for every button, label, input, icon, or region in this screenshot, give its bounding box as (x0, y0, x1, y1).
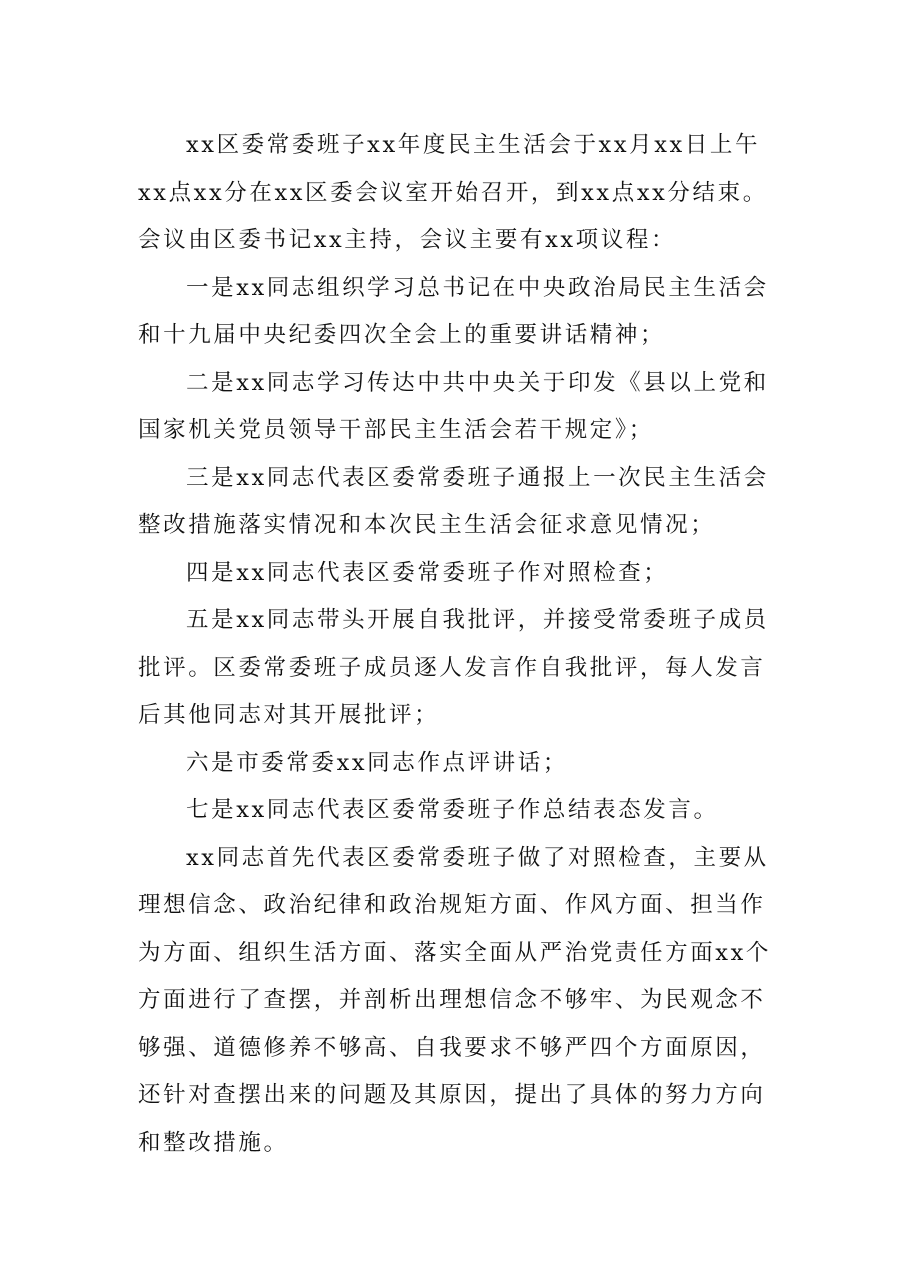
text-line: 为方面、组织生活方面、落实全面从严治党责任方面xx个 (138, 939, 771, 966)
text-line: 和整改措施。 (138, 1129, 289, 1156)
text-line: 三是xx同志代表区委常委班子通报上一次民主生活会 (186, 464, 769, 491)
text-line: 方面进行了查摆，并剖析出理想信念不够牢、为民观念不 (138, 987, 766, 1013)
text-line: 够强、道德修养不够高、自我要求不够严四个方面原因， (138, 1034, 766, 1061)
text-line: 四是xx同志代表区委常委班子作对照检查； (186, 559, 669, 586)
text-line: 批评。区委常委班子成员逐人发言作自我批评，每人发言 (138, 654, 766, 681)
text-line: 一是xx同志组织学习总书记在中央政治局民主生活会 (186, 274, 769, 301)
text-line: 二是xx同志学习传达中共中央关于印发《县以上党和 (186, 369, 769, 396)
text-line: 还针对查摆出来的问题及其原因，提出了具体的努力方向 (138, 1082, 766, 1108)
text-line: 七是xx同志代表区委常委班子作总结表态发言。 (186, 797, 719, 823)
text-line: 后其他同志对其开展批评； (138, 702, 440, 728)
text-line: xx同志首先代表区委常委班子做了对照检查，主要从 (186, 844, 769, 871)
text-line: xx区委常委班子xx年度民主生活会于xx月xx日上午 (186, 132, 761, 158)
text-line: 会议由区委书记xx主持，会议主要有xx项议程： (138, 227, 677, 253)
text-line: 理想信念、政治纪律和政治规矩方面、作风方面、担当作 (138, 892, 766, 918)
text-line: xx点xx分在xx区委会议室开始召开，到xx点xx分结束。 (138, 179, 768, 206)
text-line: 五是xx同志带头开展自我批评，并接受常委班子成员 (186, 607, 769, 633)
text-line: 整改措施落实情况和本次民主生活会征求意见情况； (138, 512, 716, 538)
document-body (138, 122, 771, 1167)
text-line: 六是市委常委xx同志作点评讲话； (186, 749, 568, 776)
text-line: 和十九届中央纪委四次全会上的重要讲话精神； (138, 322, 666, 348)
text-line: 国家机关党员领导干部民主生活会若干规定》； (138, 417, 654, 443)
